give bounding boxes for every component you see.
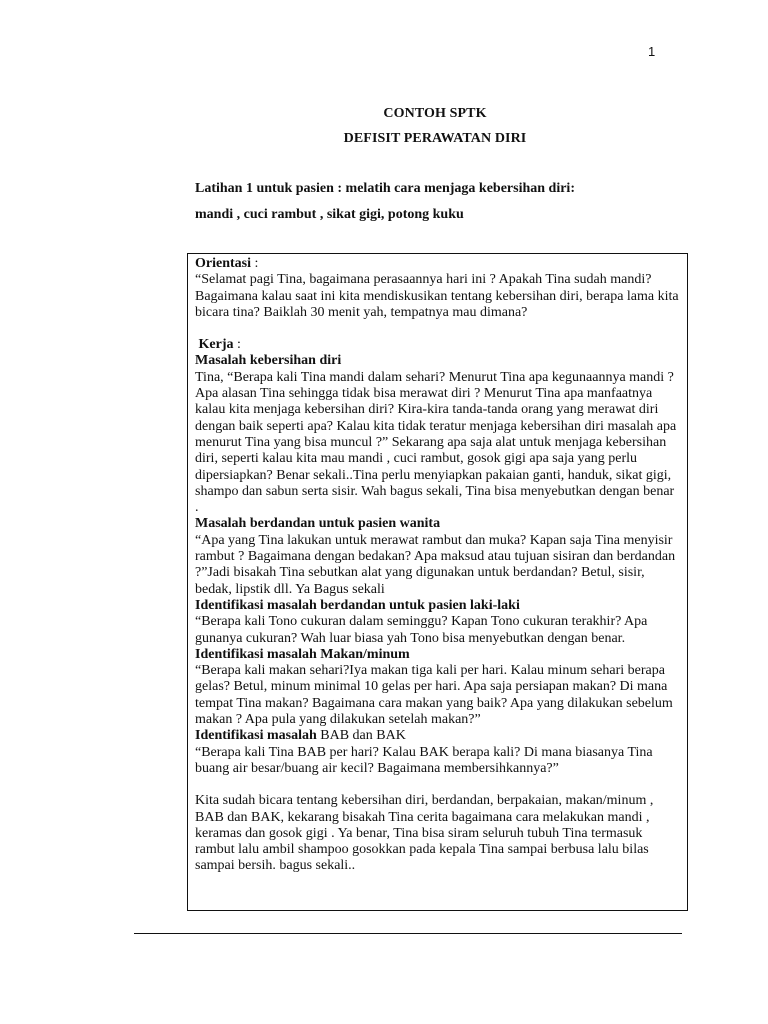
document-subtitle: DEFISIT PERAWATAN DIRI	[343, 131, 527, 146]
section-heading-berdandan-laki: Identifikasi masalah berdandan untuk pasien laki-laki	[195, 597, 520, 613]
document-title: CONTOH SPTK	[383, 106, 487, 121]
orientasi-text: “Selamat pagi Tina, bagaimana perasaannya hari ini ? Apakah Tina sudah mandi? Bagaimana kalau saat ini kita mendiskusikan tentang kebersihan diri, berapa lama kita bicara tina? Baiklah 30 menit yah, tempatnya mau dimana?	[195, 272, 679, 320]
closing-text: Kita sudah bicara tentang kebersihan diri, berdandan, berpakaian, makan/minum , BAB dan BAK, kekarang bisakah Tina cerita bagaimana cara melakukan mandi , keramas dan gosok gigi . Ya benar, Tina bisa siram seluruh tubuh Tina termasuk rambut lalu ambil shampoo gosokkan pada kepala Tina sampai berbusa lalu bilas sampai bersih. bagus sekali..	[195, 793, 654, 874]
kerja-heading-line	[195, 337, 681, 353]
spacer	[195, 321, 681, 337]
section-heading-berdandan-wanita: Masalah berdandan untuk pasien wanita	[195, 516, 441, 532]
exercise-heading: Latihan 1 untuk pasien : melatih cara menjaga kebersihan diri:	[195, 181, 575, 196]
section-heading-makan-minum: Identifikasi masalah Makan/minum	[195, 646, 410, 662]
section-heading-bab-bak-bold: Identifikasi masalah	[195, 728, 317, 744]
section-text-kebersihan: Tina, “Berapa kali Tina mandi dalam sehari? Menurut Tina apa kegunaannya mandi ?Apa alasan Tina sehingga tidak bisa merawat diri ? Menurut Tina apa manfaatnya kalau kita menjaga kebersihan diri? Kira-kira tanda-tanda orang yang merawat diri dengan baik seperti apa? Kalau kita tidak teratur menjaga kebersihan diri masalah apa menurut Tina yang bisa muncul ?” Sekarang apa saja alat untuk menjaga kebersihan diri, seperti kalau kita mau mandi , cuci rambut, gosok gigi apa saja yang perlu dipersiapkan? Benar sekali..Tina perlu menyiapkan pakaian ganti, handuk, sikat gigi, shampo dan sabun serta sisir. Wah bagus sekali, Tina bisa menyebutkan dengan benar .	[195, 369, 677, 516]
section-heading-kebersihan: Masalah kebersihan diri	[195, 353, 342, 369]
section-heading-bab-bak-normal: BAB dan BAK	[316, 728, 406, 744]
page-number: 1	[648, 44, 656, 59]
footer-divider	[134, 933, 682, 934]
orientasi-heading-line	[195, 256, 681, 272]
dialogue-box	[187, 253, 688, 911]
orientasi-colon: :	[251, 256, 259, 271]
exercise-topics: mandi , cuci rambut , sikat gigi, potong kuku	[195, 207, 464, 222]
section-heading-bab-bak	[195, 728, 681, 744]
kerja-heading: Kerja	[198, 337, 234, 353]
section-text-makan-minum: “Berapa kali makan sehari?Iya makan tiga kali per hari. Kalau minum sehari berapa gelas? Betul, minum minimal 10 gelas per hari. Apa saja persiapan makan? Di mana tempat Tina makan? Bagaimana cara makan yang baik? Apa yang dilakukan sebelum makan ? Apa pula yang dilakukan setelah makan?”	[195, 663, 673, 728]
kerja-colon: :	[233, 337, 241, 353]
section-text-berdandan-laki: “Berapa kali Tono cukuran dalam seminggu? Kapan Tono cukuran terakhir? Apa gunanya cukuran? Wah luar biasa yah Tono bisa menyebutkan dengan benar.	[195, 614, 648, 646]
section-text-bab-bak: “Berapa kali Tina BAB per hari? Kalau BAK berapa kali? Di mana biasanya Tina buang air besar/buang air kecil? Bagaimana membersihkannya?”	[195, 744, 653, 776]
spacer	[195, 777, 681, 793]
section-text-berdandan-wanita: “Apa yang Tina lakukan untuk merawat rambut dan muka? Kapan saja Tina menyisir rambut ? Bagaimana dengan bedakan? Apa maksud atau tujuan sisiran dan berdandan ?”Jadi bisakah Tina sebutkan alat yang digunakan untuk berdandan? Betul, sisir, bedak, lipstik dll. Ya Bagus sekali	[195, 532, 676, 597]
orientasi-heading: Orientasi	[195, 256, 251, 271]
